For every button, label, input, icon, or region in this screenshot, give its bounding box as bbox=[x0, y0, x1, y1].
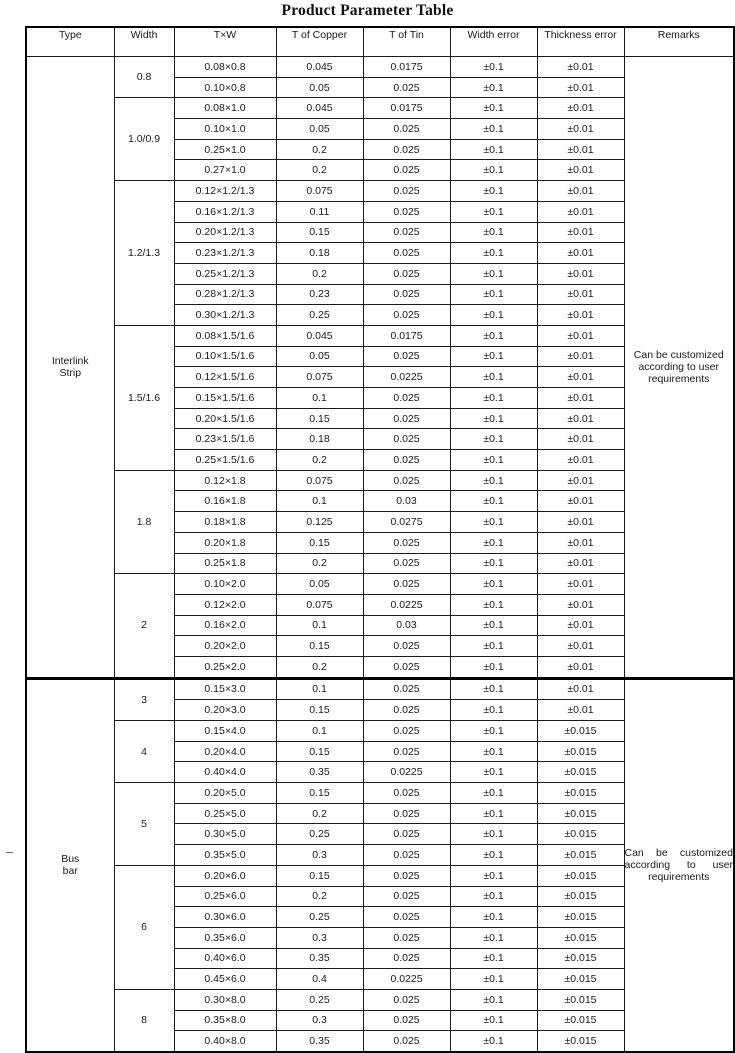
column-header-width bbox=[114, 27, 174, 57]
column-header-remarks-label: Remarks bbox=[657, 29, 700, 41]
cell-tin: 0.025 bbox=[363, 886, 450, 907]
cell-width-error: ±0.1 bbox=[450, 1010, 537, 1031]
table-header-row bbox=[26, 27, 734, 57]
cell-width-error: ±0.1 bbox=[450, 77, 537, 98]
cell-thickness-error: ±0.01 bbox=[537, 243, 624, 264]
cell-copper: 0.2 bbox=[276, 656, 363, 678]
cell-width-error: ±0.1 bbox=[450, 222, 537, 243]
cell-width-error: ±0.1 bbox=[450, 263, 537, 284]
cell-txw: 0.20×5.0 bbox=[174, 783, 276, 804]
cell-tin: 0.025 bbox=[363, 305, 450, 326]
cell-txw: 0.16×2.0 bbox=[174, 615, 276, 636]
column-header-type-label: Type bbox=[58, 29, 82, 41]
cell-thickness-error: ±0.01 bbox=[537, 98, 624, 119]
cell-tin: 0.025 bbox=[363, 77, 450, 98]
cell-copper: 0.2 bbox=[276, 450, 363, 471]
cell-tin: 0.025 bbox=[363, 783, 450, 804]
cell-width-error: ±0.1 bbox=[450, 969, 537, 990]
cell-thickness-error: ±0.015 bbox=[537, 907, 624, 928]
cell-thickness-error: ±0.01 bbox=[537, 512, 624, 533]
cell-thickness-error: ±0.01 bbox=[537, 325, 624, 346]
cell-copper: 0.1 bbox=[276, 388, 363, 409]
cell-txw: 0.23×1.5/1.6 bbox=[174, 429, 276, 450]
cell-thickness-error: ±0.015 bbox=[537, 927, 624, 948]
cell-tin: 0.025 bbox=[363, 845, 450, 866]
cell-copper: 0.045 bbox=[276, 57, 363, 78]
cell-width-error: ±0.1 bbox=[450, 119, 537, 140]
cell-copper: 0.2 bbox=[276, 803, 363, 824]
cell-copper: 0.075 bbox=[276, 367, 363, 388]
cell-width-error: ±0.1 bbox=[450, 574, 537, 595]
cell-tin: 0.025 bbox=[363, 181, 450, 202]
cell-copper: 0.15 bbox=[276, 408, 363, 429]
cell-copper: 0.1 bbox=[276, 615, 363, 636]
cell-thickness-error: ±0.015 bbox=[537, 969, 624, 990]
cell-width-error: ±0.1 bbox=[450, 721, 537, 742]
cell-tin: 0.0175 bbox=[363, 325, 450, 346]
cell-width-error: ±0.1 bbox=[450, 284, 537, 305]
cell-txw: 0.10×1.0 bbox=[174, 119, 276, 140]
cell-width-error: ±0.1 bbox=[450, 512, 537, 533]
cell-width-error: ±0.1 bbox=[450, 243, 537, 264]
product-parameter-table-container bbox=[25, 26, 733, 1053]
cell-thickness-error: ±0.01 bbox=[537, 305, 624, 326]
cell-txw: 0.30×8.0 bbox=[174, 989, 276, 1010]
cell-txw: 0.15×1.5/1.6 bbox=[174, 388, 276, 409]
column-header-t-of-tin-label: T of Tin bbox=[389, 29, 424, 41]
cell-width-error: ±0.1 bbox=[450, 907, 537, 928]
cell-txw: 0.25×1.5/1.6 bbox=[174, 450, 276, 471]
cell-width-error: ±0.1 bbox=[450, 532, 537, 553]
cell-tin: 0.025 bbox=[363, 346, 450, 367]
cell-width: 5 bbox=[114, 783, 174, 866]
cell-txw: 0.25×6.0 bbox=[174, 886, 276, 907]
cell-txw: 0.40×6.0 bbox=[174, 948, 276, 969]
cell-txw: 0.30×1.2/1.3 bbox=[174, 305, 276, 326]
cell-copper: 0.3 bbox=[276, 845, 363, 866]
cell-tin: 0.0225 bbox=[363, 969, 450, 990]
cell-tin: 0.025 bbox=[363, 470, 450, 491]
cell-width: 1.0/0.9 bbox=[114, 98, 174, 181]
cell-width-error: ±0.1 bbox=[450, 678, 537, 700]
cell-thickness-error: ±0.01 bbox=[537, 181, 624, 202]
cell-thickness-error: ±0.01 bbox=[537, 57, 624, 78]
cell-tin: 0.025 bbox=[363, 429, 450, 450]
cell-tin: 0.025 bbox=[363, 927, 450, 948]
cell-txw: 0.35×8.0 bbox=[174, 1010, 276, 1031]
cell-copper: 0.125 bbox=[276, 512, 363, 533]
cell-txw: 0.08×1.5/1.6 bbox=[174, 325, 276, 346]
cell-width-error: ±0.1 bbox=[450, 803, 537, 824]
cell-tin: 0.025 bbox=[363, 678, 450, 700]
table-body bbox=[26, 27, 734, 1052]
column-header-thickness-error bbox=[537, 27, 624, 57]
cell-txw: 0.40×8.0 bbox=[174, 1031, 276, 1052]
cell-thickness-error: ±0.01 bbox=[537, 367, 624, 388]
column-header-width-label: Width bbox=[130, 29, 158, 41]
cell-copper: 0.075 bbox=[276, 181, 363, 202]
cell-thickness-error: ±0.01 bbox=[537, 139, 624, 160]
table-row bbox=[26, 57, 734, 78]
cell-txw: 0.30×6.0 bbox=[174, 907, 276, 928]
cell-width-error: ±0.1 bbox=[450, 989, 537, 1010]
cell-tin: 0.0175 bbox=[363, 98, 450, 119]
cell-width: 8 bbox=[114, 989, 174, 1052]
column-header-txw-label: T×W bbox=[213, 29, 237, 41]
cell-width-error: ±0.1 bbox=[450, 1031, 537, 1052]
cell-txw: 0.20×6.0 bbox=[174, 865, 276, 886]
cell-txw: 0.20×1.2/1.3 bbox=[174, 222, 276, 243]
column-header-t-of-copper bbox=[276, 27, 363, 57]
cell-txw: 0.16×1.8 bbox=[174, 491, 276, 512]
cell-txw: 0.20×4.0 bbox=[174, 741, 276, 762]
cell-width-error: ±0.1 bbox=[450, 139, 537, 160]
cell-width-error: ±0.1 bbox=[450, 927, 537, 948]
cell-copper: 0.15 bbox=[276, 532, 363, 553]
cell-thickness-error: ±0.01 bbox=[537, 119, 624, 140]
cell-copper: 0.1 bbox=[276, 721, 363, 742]
cell-thickness-error: ±0.01 bbox=[537, 346, 624, 367]
cell-tin: 0.0175 bbox=[363, 57, 450, 78]
cell-txw: 0.25×1.2/1.3 bbox=[174, 263, 276, 284]
cell-copper: 0.3 bbox=[276, 1010, 363, 1031]
cell-thickness-error: ±0.01 bbox=[537, 636, 624, 657]
cell-width-error: ±0.1 bbox=[450, 367, 537, 388]
cell-txw: 0.28×1.2/1.3 bbox=[174, 284, 276, 305]
cell-txw: 0.08×1.0 bbox=[174, 98, 276, 119]
cell-thickness-error: ±0.01 bbox=[537, 491, 624, 512]
cell-width-error: ±0.1 bbox=[450, 429, 537, 450]
cell-width-error: ±0.1 bbox=[450, 325, 537, 346]
page-title: Product Parameter Table bbox=[281, 2, 454, 19]
cell-width: 6 bbox=[114, 865, 174, 989]
product-parameter-table bbox=[25, 26, 735, 1053]
cell-thickness-error: ±0.01 bbox=[537, 532, 624, 553]
cell-tin: 0.025 bbox=[363, 803, 450, 824]
cell-type: Bus bar bbox=[26, 678, 114, 1052]
cell-txw: 0.35×5.0 bbox=[174, 845, 276, 866]
cell-copper: 0.2 bbox=[276, 160, 363, 181]
cell-tin: 0.025 bbox=[363, 408, 450, 429]
cell-thickness-error: ±0.01 bbox=[537, 574, 624, 595]
cell-tin: 0.025 bbox=[363, 1010, 450, 1031]
cell-txw: 0.40×4.0 bbox=[174, 762, 276, 783]
cell-width-error: ±0.1 bbox=[450, 783, 537, 804]
cell-txw: 0.25×5.0 bbox=[174, 803, 276, 824]
cell-tin: 0.025 bbox=[363, 907, 450, 928]
cell-thickness-error: ±0.01 bbox=[537, 429, 624, 450]
cell-tin: 0.025 bbox=[363, 721, 450, 742]
cell-thickness-error: ±0.015 bbox=[537, 721, 624, 742]
cell-copper: 0.35 bbox=[276, 948, 363, 969]
cell-txw: 0.20×3.0 bbox=[174, 700, 276, 721]
cell-copper: 0.2 bbox=[276, 139, 363, 160]
cell-width-error: ±0.1 bbox=[450, 700, 537, 721]
cell-txw: 0.35×6.0 bbox=[174, 927, 276, 948]
cell-copper: 0.3 bbox=[276, 927, 363, 948]
cell-copper: 0.05 bbox=[276, 346, 363, 367]
cell-tin: 0.025 bbox=[363, 553, 450, 574]
cell-width-error: ±0.1 bbox=[450, 491, 537, 512]
cell-copper: 0.25 bbox=[276, 989, 363, 1010]
cell-copper: 0.35 bbox=[276, 1031, 363, 1052]
cell-thickness-error: ±0.015 bbox=[537, 989, 624, 1010]
cell-thickness-error: ±0.01 bbox=[537, 263, 624, 284]
cell-width-error: ±0.1 bbox=[450, 865, 537, 886]
cell-tin: 0.025 bbox=[363, 284, 450, 305]
cell-thickness-error: ±0.01 bbox=[537, 470, 624, 491]
cell-copper: 0.18 bbox=[276, 243, 363, 264]
cell-tin: 0.0225 bbox=[363, 594, 450, 615]
cell-remarks: Can be customized according to user requirements bbox=[624, 57, 734, 679]
cell-copper: 0.15 bbox=[276, 700, 363, 721]
cell-thickness-error: ±0.01 bbox=[537, 388, 624, 409]
cell-tin: 0.025 bbox=[363, 700, 450, 721]
cell-thickness-error: ±0.015 bbox=[537, 783, 624, 804]
cell-thickness-error: ±0.015 bbox=[537, 762, 624, 783]
cell-copper: 0.2 bbox=[276, 553, 363, 574]
cell-copper: 0.15 bbox=[276, 865, 363, 886]
cell-copper: 0.4 bbox=[276, 969, 363, 990]
cell-txw: 0.30×5.0 bbox=[174, 824, 276, 845]
cell-width: 1.2/1.3 bbox=[114, 181, 174, 326]
cell-width-error: ±0.1 bbox=[450, 762, 537, 783]
cell-width-error: ±0.1 bbox=[450, 553, 537, 574]
margin-dash-mark bbox=[6, 852, 13, 853]
cell-tin: 0.025 bbox=[363, 741, 450, 762]
cell-copper: 0.15 bbox=[276, 222, 363, 243]
cell-txw: 0.10×0.8 bbox=[174, 77, 276, 98]
cell-tin: 0.025 bbox=[363, 865, 450, 886]
cell-tin: 0.025 bbox=[363, 656, 450, 678]
cell-width-error: ±0.1 bbox=[450, 408, 537, 429]
cell-width-error: ±0.1 bbox=[450, 388, 537, 409]
cell-width: 3 bbox=[114, 678, 174, 720]
column-header-t-of-copper-label: T of Copper bbox=[291, 29, 348, 41]
cell-txw: 0.10×1.5/1.6 bbox=[174, 346, 276, 367]
cell-thickness-error: ±0.015 bbox=[537, 741, 624, 762]
cell-thickness-error: ±0.01 bbox=[537, 615, 624, 636]
cell-thickness-error: ±0.015 bbox=[537, 1031, 624, 1052]
cell-thickness-error: ±0.01 bbox=[537, 450, 624, 471]
cell-tin: 0.0225 bbox=[363, 367, 450, 388]
cell-tin: 0.025 bbox=[363, 450, 450, 471]
cell-width-error: ±0.1 bbox=[450, 948, 537, 969]
cell-txw: 0.12×1.2/1.3 bbox=[174, 181, 276, 202]
cell-thickness-error: ±0.015 bbox=[537, 1010, 624, 1031]
cell-copper: 0.05 bbox=[276, 574, 363, 595]
cell-width-error: ±0.1 bbox=[450, 886, 537, 907]
cell-thickness-error: ±0.015 bbox=[537, 845, 624, 866]
cell-txw: 0.08×0.8 bbox=[174, 57, 276, 78]
cell-txw: 0.12×2.0 bbox=[174, 594, 276, 615]
cell-txw: 0.23×1.2/1.3 bbox=[174, 243, 276, 264]
cell-width: 4 bbox=[114, 721, 174, 783]
cell-tin: 0.025 bbox=[363, 1031, 450, 1052]
cell-thickness-error: ±0.01 bbox=[537, 160, 624, 181]
cell-tin: 0.025 bbox=[363, 532, 450, 553]
cell-tin: 0.025 bbox=[363, 388, 450, 409]
cell-txw: 0.15×4.0 bbox=[174, 721, 276, 742]
cell-width: 1.5/1.6 bbox=[114, 325, 174, 470]
cell-copper: 0.1 bbox=[276, 678, 363, 700]
cell-tin: 0.0275 bbox=[363, 512, 450, 533]
cell-tin: 0.025 bbox=[363, 160, 450, 181]
column-header-txw bbox=[174, 27, 276, 57]
cell-tin: 0.025 bbox=[363, 222, 450, 243]
cell-width-error: ±0.1 bbox=[450, 305, 537, 326]
cell-txw: 0.15×3.0 bbox=[174, 678, 276, 700]
cell-width-error: ±0.1 bbox=[450, 450, 537, 471]
cell-copper: 0.25 bbox=[276, 305, 363, 326]
cell-width: 2 bbox=[114, 574, 174, 678]
cell-width: 0.8 bbox=[114, 57, 174, 98]
cell-tin: 0.03 bbox=[363, 491, 450, 512]
cell-thickness-error: ±0.01 bbox=[537, 700, 624, 721]
cell-txw: 0.12×1.5/1.6 bbox=[174, 367, 276, 388]
cell-thickness-error: ±0.01 bbox=[537, 594, 624, 615]
cell-txw: 0.20×1.5/1.6 bbox=[174, 408, 276, 429]
cell-txw: 0.18×1.8 bbox=[174, 512, 276, 533]
cell-copper: 0.075 bbox=[276, 594, 363, 615]
cell-txw: 0.25×1.8 bbox=[174, 553, 276, 574]
cell-copper: 0.25 bbox=[276, 824, 363, 845]
cell-width-error: ±0.1 bbox=[450, 636, 537, 657]
cell-width-error: ±0.1 bbox=[450, 57, 537, 78]
cell-width-error: ±0.1 bbox=[450, 615, 537, 636]
cell-tin: 0.03 bbox=[363, 615, 450, 636]
cell-width-error: ±0.1 bbox=[450, 845, 537, 866]
cell-width-error: ±0.1 bbox=[450, 160, 537, 181]
cell-tin: 0.025 bbox=[363, 119, 450, 140]
cell-width: 1.8 bbox=[114, 470, 174, 573]
column-header-width-error bbox=[450, 27, 537, 57]
cell-tin: 0.025 bbox=[363, 139, 450, 160]
cell-width-error: ±0.1 bbox=[450, 181, 537, 202]
column-header-type bbox=[26, 27, 114, 57]
cell-thickness-error: ±0.01 bbox=[537, 284, 624, 305]
column-header-t-of-tin bbox=[363, 27, 450, 57]
cell-tin: 0.025 bbox=[363, 243, 450, 264]
cell-tin: 0.025 bbox=[363, 824, 450, 845]
cell-tin: 0.025 bbox=[363, 636, 450, 657]
cell-txw: 0.12×1.8 bbox=[174, 470, 276, 491]
cell-copper: 0.05 bbox=[276, 77, 363, 98]
cell-tin: 0.025 bbox=[363, 263, 450, 284]
cell-width-error: ±0.1 bbox=[450, 741, 537, 762]
cell-txw: 0.20×2.0 bbox=[174, 636, 276, 657]
cell-width-error: ±0.1 bbox=[450, 656, 537, 678]
cell-txw: 0.20×1.8 bbox=[174, 532, 276, 553]
cell-copper: 0.05 bbox=[276, 119, 363, 140]
cell-width-error: ±0.1 bbox=[450, 824, 537, 845]
column-header-width-error-label: Width error bbox=[467, 29, 520, 41]
cell-thickness-error: ±0.015 bbox=[537, 824, 624, 845]
cell-txw: 0.25×1.0 bbox=[174, 139, 276, 160]
cell-tin: 0.025 bbox=[363, 574, 450, 595]
cell-copper: 0.075 bbox=[276, 470, 363, 491]
cell-copper: 0.23 bbox=[276, 284, 363, 305]
table-row bbox=[26, 678, 734, 700]
cell-copper: 0.15 bbox=[276, 741, 363, 762]
cell-width-error: ±0.1 bbox=[450, 594, 537, 615]
cell-copper: 0.18 bbox=[276, 429, 363, 450]
cell-thickness-error: ±0.015 bbox=[537, 865, 624, 886]
column-header-thickness-error-label: Thickness error bbox=[544, 29, 617, 41]
cell-copper: 0.11 bbox=[276, 201, 363, 222]
cell-thickness-error: ±0.01 bbox=[537, 222, 624, 243]
cell-copper: 0.15 bbox=[276, 636, 363, 657]
cell-width-error: ±0.1 bbox=[450, 470, 537, 491]
cell-copper: 0.045 bbox=[276, 98, 363, 119]
cell-copper: 0.1 bbox=[276, 491, 363, 512]
cell-txw: 0.25×2.0 bbox=[174, 656, 276, 678]
cell-thickness-error: ±0.015 bbox=[537, 948, 624, 969]
cell-copper: 0.15 bbox=[276, 783, 363, 804]
cell-thickness-error: ±0.01 bbox=[537, 408, 624, 429]
cell-thickness-error: ±0.01 bbox=[537, 553, 624, 574]
cell-txw: 0.45×6.0 bbox=[174, 969, 276, 990]
column-header-remarks bbox=[624, 27, 734, 57]
cell-thickness-error: ±0.01 bbox=[537, 678, 624, 700]
cell-thickness-error: ±0.01 bbox=[537, 201, 624, 222]
cell-tin: 0.025 bbox=[363, 948, 450, 969]
cell-txw: 0.16×1.2/1.3 bbox=[174, 201, 276, 222]
cell-copper: 0.2 bbox=[276, 886, 363, 907]
cell-tin: 0.0225 bbox=[363, 762, 450, 783]
cell-width-error: ±0.1 bbox=[450, 201, 537, 222]
cell-copper: 0.35 bbox=[276, 762, 363, 783]
cell-thickness-error: ±0.01 bbox=[537, 656, 624, 678]
cell-thickness-error: ±0.01 bbox=[537, 77, 624, 98]
cell-txw: 0.10×2.0 bbox=[174, 574, 276, 595]
cell-width-error: ±0.1 bbox=[450, 346, 537, 367]
cell-copper: 0.25 bbox=[276, 907, 363, 928]
cell-thickness-error: ±0.015 bbox=[537, 803, 624, 824]
cell-tin: 0.025 bbox=[363, 989, 450, 1010]
cell-type: Interlink Strip bbox=[26, 57, 114, 679]
cell-copper: 0.2 bbox=[276, 263, 363, 284]
cell-txw: 0.27×1.0 bbox=[174, 160, 276, 181]
cell-remarks: Can be customized according to user requirements bbox=[624, 678, 734, 1052]
cell-copper: 0.045 bbox=[276, 325, 363, 346]
cell-width-error: ±0.1 bbox=[450, 98, 537, 119]
cell-tin: 0.025 bbox=[363, 201, 450, 222]
cell-thickness-error: ±0.015 bbox=[537, 886, 624, 907]
